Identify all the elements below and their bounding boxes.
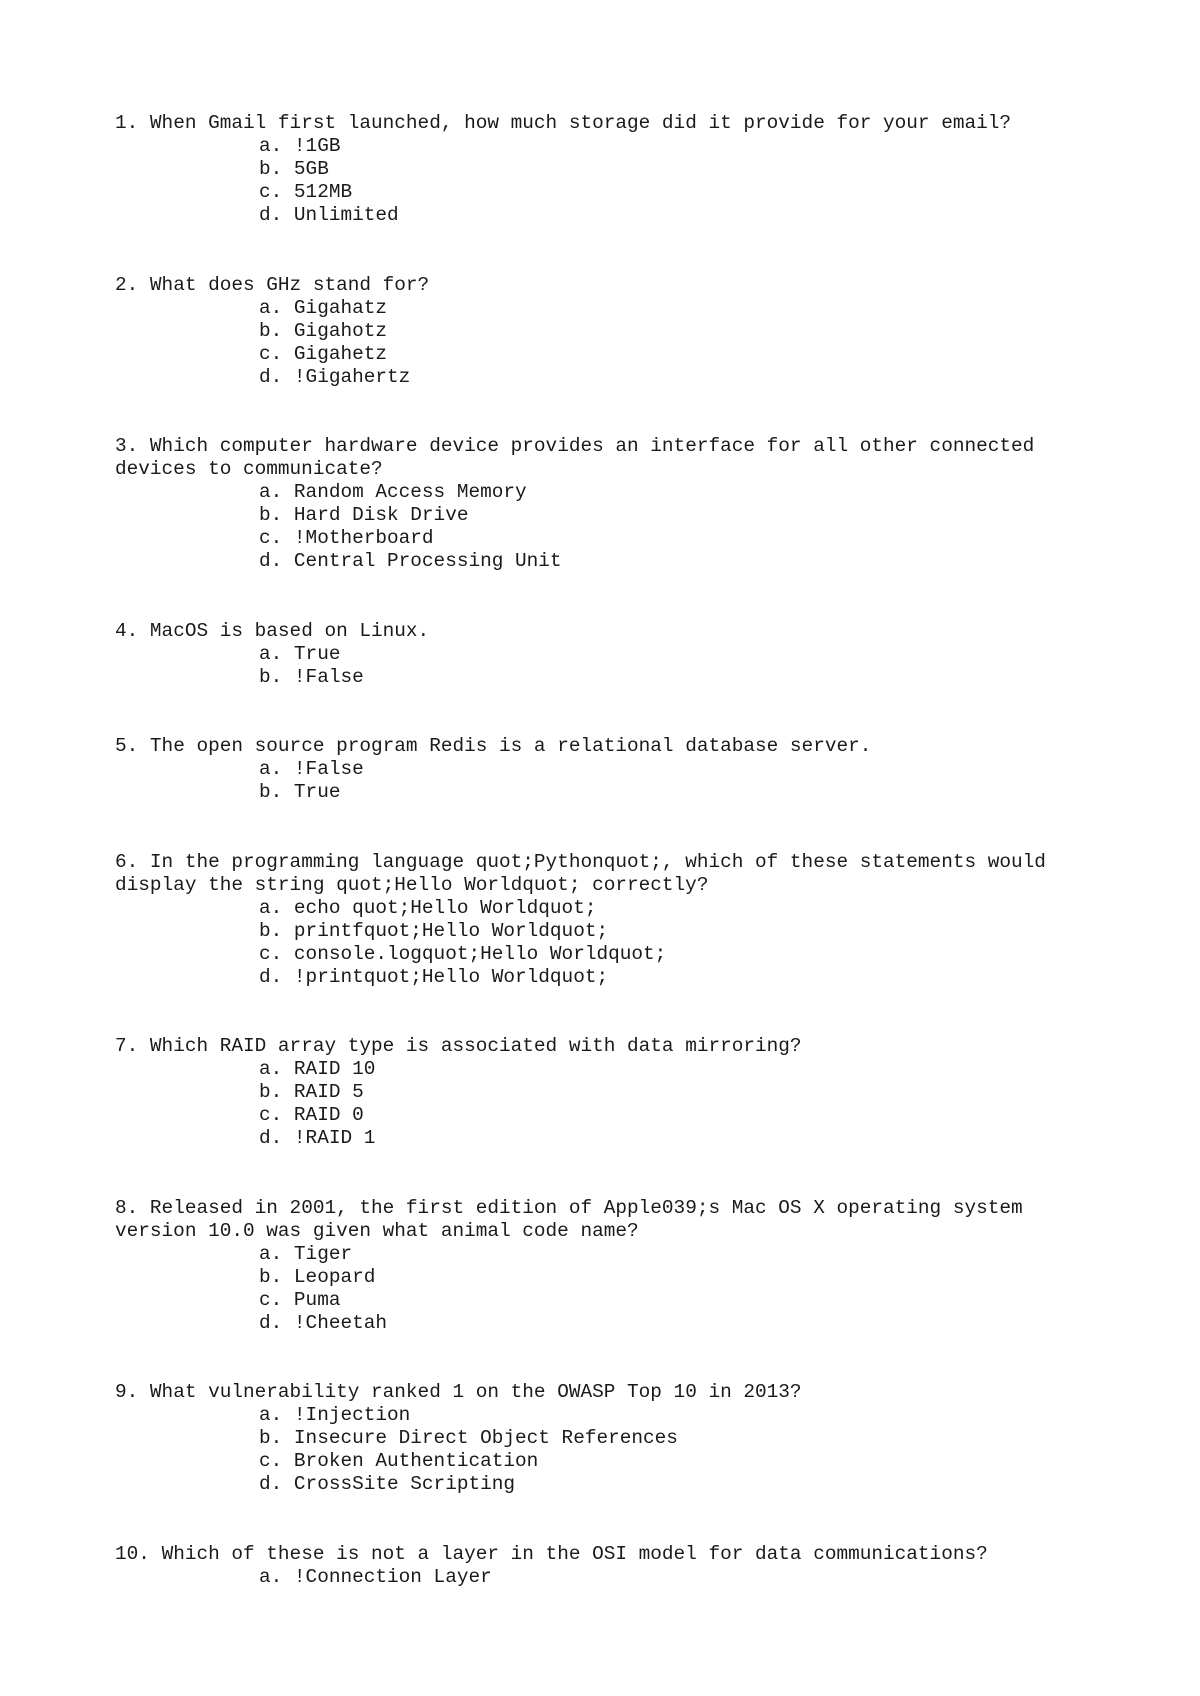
- question-number: 2.: [115, 273, 139, 296]
- option-text: Leopard: [293, 1265, 376, 1288]
- question-text: [115, 1197, 1115, 1243]
- option-text: !1GB: [293, 135, 341, 157]
- option-text: RAID 0: [293, 1104, 364, 1126]
- question-5: [115, 735, 1115, 804]
- option-text: Random Access Memory: [293, 481, 527, 503]
- option-text: printfquot;Hello Worldquot;: [293, 919, 609, 942]
- option-letter: c.: [259, 942, 283, 965]
- question-prompt: Which computer hardware device provides an interface for all other connected devices to communicate?: [115, 435, 1046, 480]
- answer-option: [115, 366, 1115, 389]
- question-text: [115, 1381, 1115, 1404]
- option-letter: a.: [259, 896, 283, 919]
- question-number: 10.: [115, 1542, 150, 1565]
- answer-options: [115, 1058, 1115, 1150]
- option-letter: b.: [259, 665, 283, 688]
- option-text: CrossSite Scripting: [293, 1473, 516, 1495]
- question-text: [115, 274, 1115, 297]
- question-number: 4.: [115, 619, 139, 642]
- answer-options: [115, 897, 1115, 989]
- option-text: Puma: [293, 1288, 341, 1311]
- option-text: !printquot;Hello Worldquot;: [293, 965, 609, 988]
- answer-option: [115, 343, 1115, 366]
- option-text: RAID 10: [293, 1058, 376, 1080]
- option-text: console.logquot;Hello Worldquot;: [293, 942, 667, 965]
- question-prompt: Which RAID array type is associated with data mirroring?: [149, 1035, 802, 1057]
- answer-option: [115, 897, 1115, 920]
- answer-option: [115, 297, 1115, 320]
- question-prompt: Released in 2001, the first edition of Apple039;s Mac OS X operating system version 10.0 was given what animal code name?: [115, 1196, 1035, 1242]
- question-number: 6.: [115, 850, 139, 873]
- question-prompt: What does GHz stand for?: [149, 273, 430, 296]
- question-number: 8.: [115, 1196, 139, 1219]
- answer-options: [115, 643, 1115, 689]
- answer-option: [115, 920, 1115, 943]
- answer-option: [115, 204, 1115, 227]
- answer-options: [115, 1243, 1115, 1335]
- answer-option: [115, 643, 1115, 666]
- question-prompt: In the programming language quot;Pythonquot;, which of these statements would display the string quot;Hello Worldquot; correctly?: [115, 850, 1058, 896]
- question-text: [115, 735, 1115, 758]
- question-prompt: MacOS is based on Linux.: [149, 619, 430, 642]
- answer-option: [115, 966, 1115, 989]
- option-letter: b.: [259, 158, 283, 180]
- answer-option: [115, 666, 1115, 689]
- option-text: 512MB: [293, 181, 353, 203]
- answer-option: [115, 1081, 1115, 1104]
- question-3: [115, 435, 1115, 573]
- question-number: 9.: [115, 1381, 139, 1403]
- option-text: !False: [293, 758, 364, 780]
- answer-options: [115, 1566, 1115, 1589]
- option-text: Gigahetz: [293, 342, 388, 365]
- question-2: [115, 274, 1115, 389]
- answer-option: [115, 481, 1115, 504]
- option-letter: c.: [259, 1104, 283, 1126]
- answer-option: [115, 1473, 1115, 1496]
- option-letter: d.: [259, 1127, 283, 1149]
- answer-option: [115, 1427, 1115, 1450]
- option-letter: b.: [259, 1265, 283, 1288]
- option-text: echo quot;Hello Worldquot;: [293, 896, 597, 919]
- question-number: 5.: [115, 735, 139, 757]
- answer-option: [115, 181, 1115, 204]
- quiz-document: [115, 112, 1115, 1635]
- answer-option: [115, 1266, 1115, 1289]
- question-number: 3.: [115, 435, 139, 457]
- answer-option: [115, 1404, 1115, 1427]
- question-1: [115, 112, 1115, 227]
- answer-option: [115, 135, 1115, 158]
- answer-option: [115, 758, 1115, 781]
- question-text: [115, 112, 1115, 135]
- question-number: 1.: [115, 112, 139, 134]
- option-letter: d.: [259, 204, 283, 226]
- answer-options: [115, 135, 1115, 227]
- answer-option: [115, 504, 1115, 527]
- question-text: [115, 620, 1115, 643]
- question-number: 7.: [115, 1035, 139, 1057]
- option-letter: a.: [259, 481, 283, 503]
- answer-options: [115, 297, 1115, 389]
- question-list: [115, 112, 1115, 1589]
- answer-option: [115, 158, 1115, 181]
- answer-option: [115, 527, 1115, 550]
- option-letter: c.: [259, 1288, 283, 1311]
- option-letter: a.: [259, 1242, 283, 1265]
- answer-option: [115, 1312, 1115, 1335]
- answer-option: [115, 1450, 1115, 1473]
- option-text: Broken Authentication: [293, 1450, 539, 1472]
- answer-option: [115, 943, 1115, 966]
- option-text: RAID 5: [293, 1081, 364, 1103]
- option-text: Unlimited: [293, 204, 399, 226]
- option-letter: a.: [259, 1058, 283, 1080]
- answer-option: [115, 1104, 1115, 1127]
- option-letter: b.: [259, 919, 283, 942]
- question-text: [115, 851, 1115, 897]
- option-text: 5GB: [293, 158, 329, 180]
- option-text: True: [293, 642, 341, 665]
- option-letter: d.: [259, 1473, 283, 1495]
- option-letter: c.: [259, 527, 283, 549]
- option-letter: a.: [259, 758, 283, 780]
- question-7: [115, 1035, 1115, 1150]
- option-letter: b.: [259, 1427, 283, 1449]
- question-text: [115, 435, 1115, 481]
- question-prompt: When Gmail first launched, how much storage did it provide for your email?: [149, 112, 1012, 134]
- answer-options: [115, 758, 1115, 804]
- option-letter: c.: [259, 181, 283, 203]
- option-letter: c.: [259, 1450, 283, 1472]
- question-prompt: What vulnerability ranked 1 on the OWASP Top 10 in 2013?: [149, 1381, 802, 1403]
- answer-options: [115, 1404, 1115, 1496]
- answer-options: [115, 481, 1115, 573]
- answer-option: [115, 1058, 1115, 1081]
- question-prompt: The open source program Redis is a relational database server.: [149, 735, 872, 757]
- option-text: !Motherboard: [293, 527, 434, 549]
- option-letter: a.: [259, 135, 283, 157]
- answer-option: [115, 1566, 1115, 1589]
- answer-option: [115, 550, 1115, 573]
- option-text: !Injection: [293, 1404, 411, 1426]
- option-text: True: [293, 781, 341, 803]
- option-text: Tiger: [293, 1242, 353, 1265]
- option-letter: d.: [259, 965, 283, 988]
- option-letter: a.: [259, 1565, 283, 1588]
- option-letter: a.: [259, 642, 283, 665]
- option-letter: a.: [259, 296, 283, 319]
- question-10: [115, 1543, 1115, 1589]
- option-text: Hard Disk Drive: [293, 504, 469, 526]
- answer-option: [115, 1243, 1115, 1266]
- option-letter: c.: [259, 342, 283, 365]
- question-8: [115, 1197, 1115, 1335]
- option-letter: d.: [259, 1311, 283, 1334]
- option-text: Insecure Direct Object References: [293, 1427, 678, 1449]
- option-text: !Cheetah: [293, 1311, 388, 1334]
- option-text: !Gigahertz: [293, 365, 411, 388]
- option-letter: b.: [259, 504, 283, 526]
- question-6: [115, 851, 1115, 989]
- question-prompt: Which of these is not a layer in the OSI model for data communications?: [161, 1542, 988, 1565]
- question-4: [115, 620, 1115, 689]
- question-text: [115, 1035, 1115, 1058]
- option-letter: a.: [259, 1404, 283, 1426]
- answer-option: [115, 320, 1115, 343]
- question-9: [115, 1381, 1115, 1496]
- option-text: Central Processing Unit: [293, 550, 562, 572]
- question-text: [115, 1543, 1115, 1566]
- option-text: !False: [293, 665, 364, 688]
- option-letter: b.: [259, 319, 283, 342]
- answer-option: [115, 1289, 1115, 1312]
- answer-option: [115, 781, 1115, 804]
- option-letter: d.: [259, 550, 283, 572]
- option-text: !RAID 1: [293, 1127, 376, 1149]
- option-letter: b.: [259, 781, 283, 803]
- answer-option: [115, 1127, 1115, 1150]
- option-letter: b.: [259, 1081, 283, 1103]
- option-letter: d.: [259, 365, 283, 388]
- option-text: !Connection Layer: [293, 1565, 492, 1588]
- option-text: Gigahatz: [293, 296, 388, 319]
- option-text: Gigahotz: [293, 319, 388, 342]
